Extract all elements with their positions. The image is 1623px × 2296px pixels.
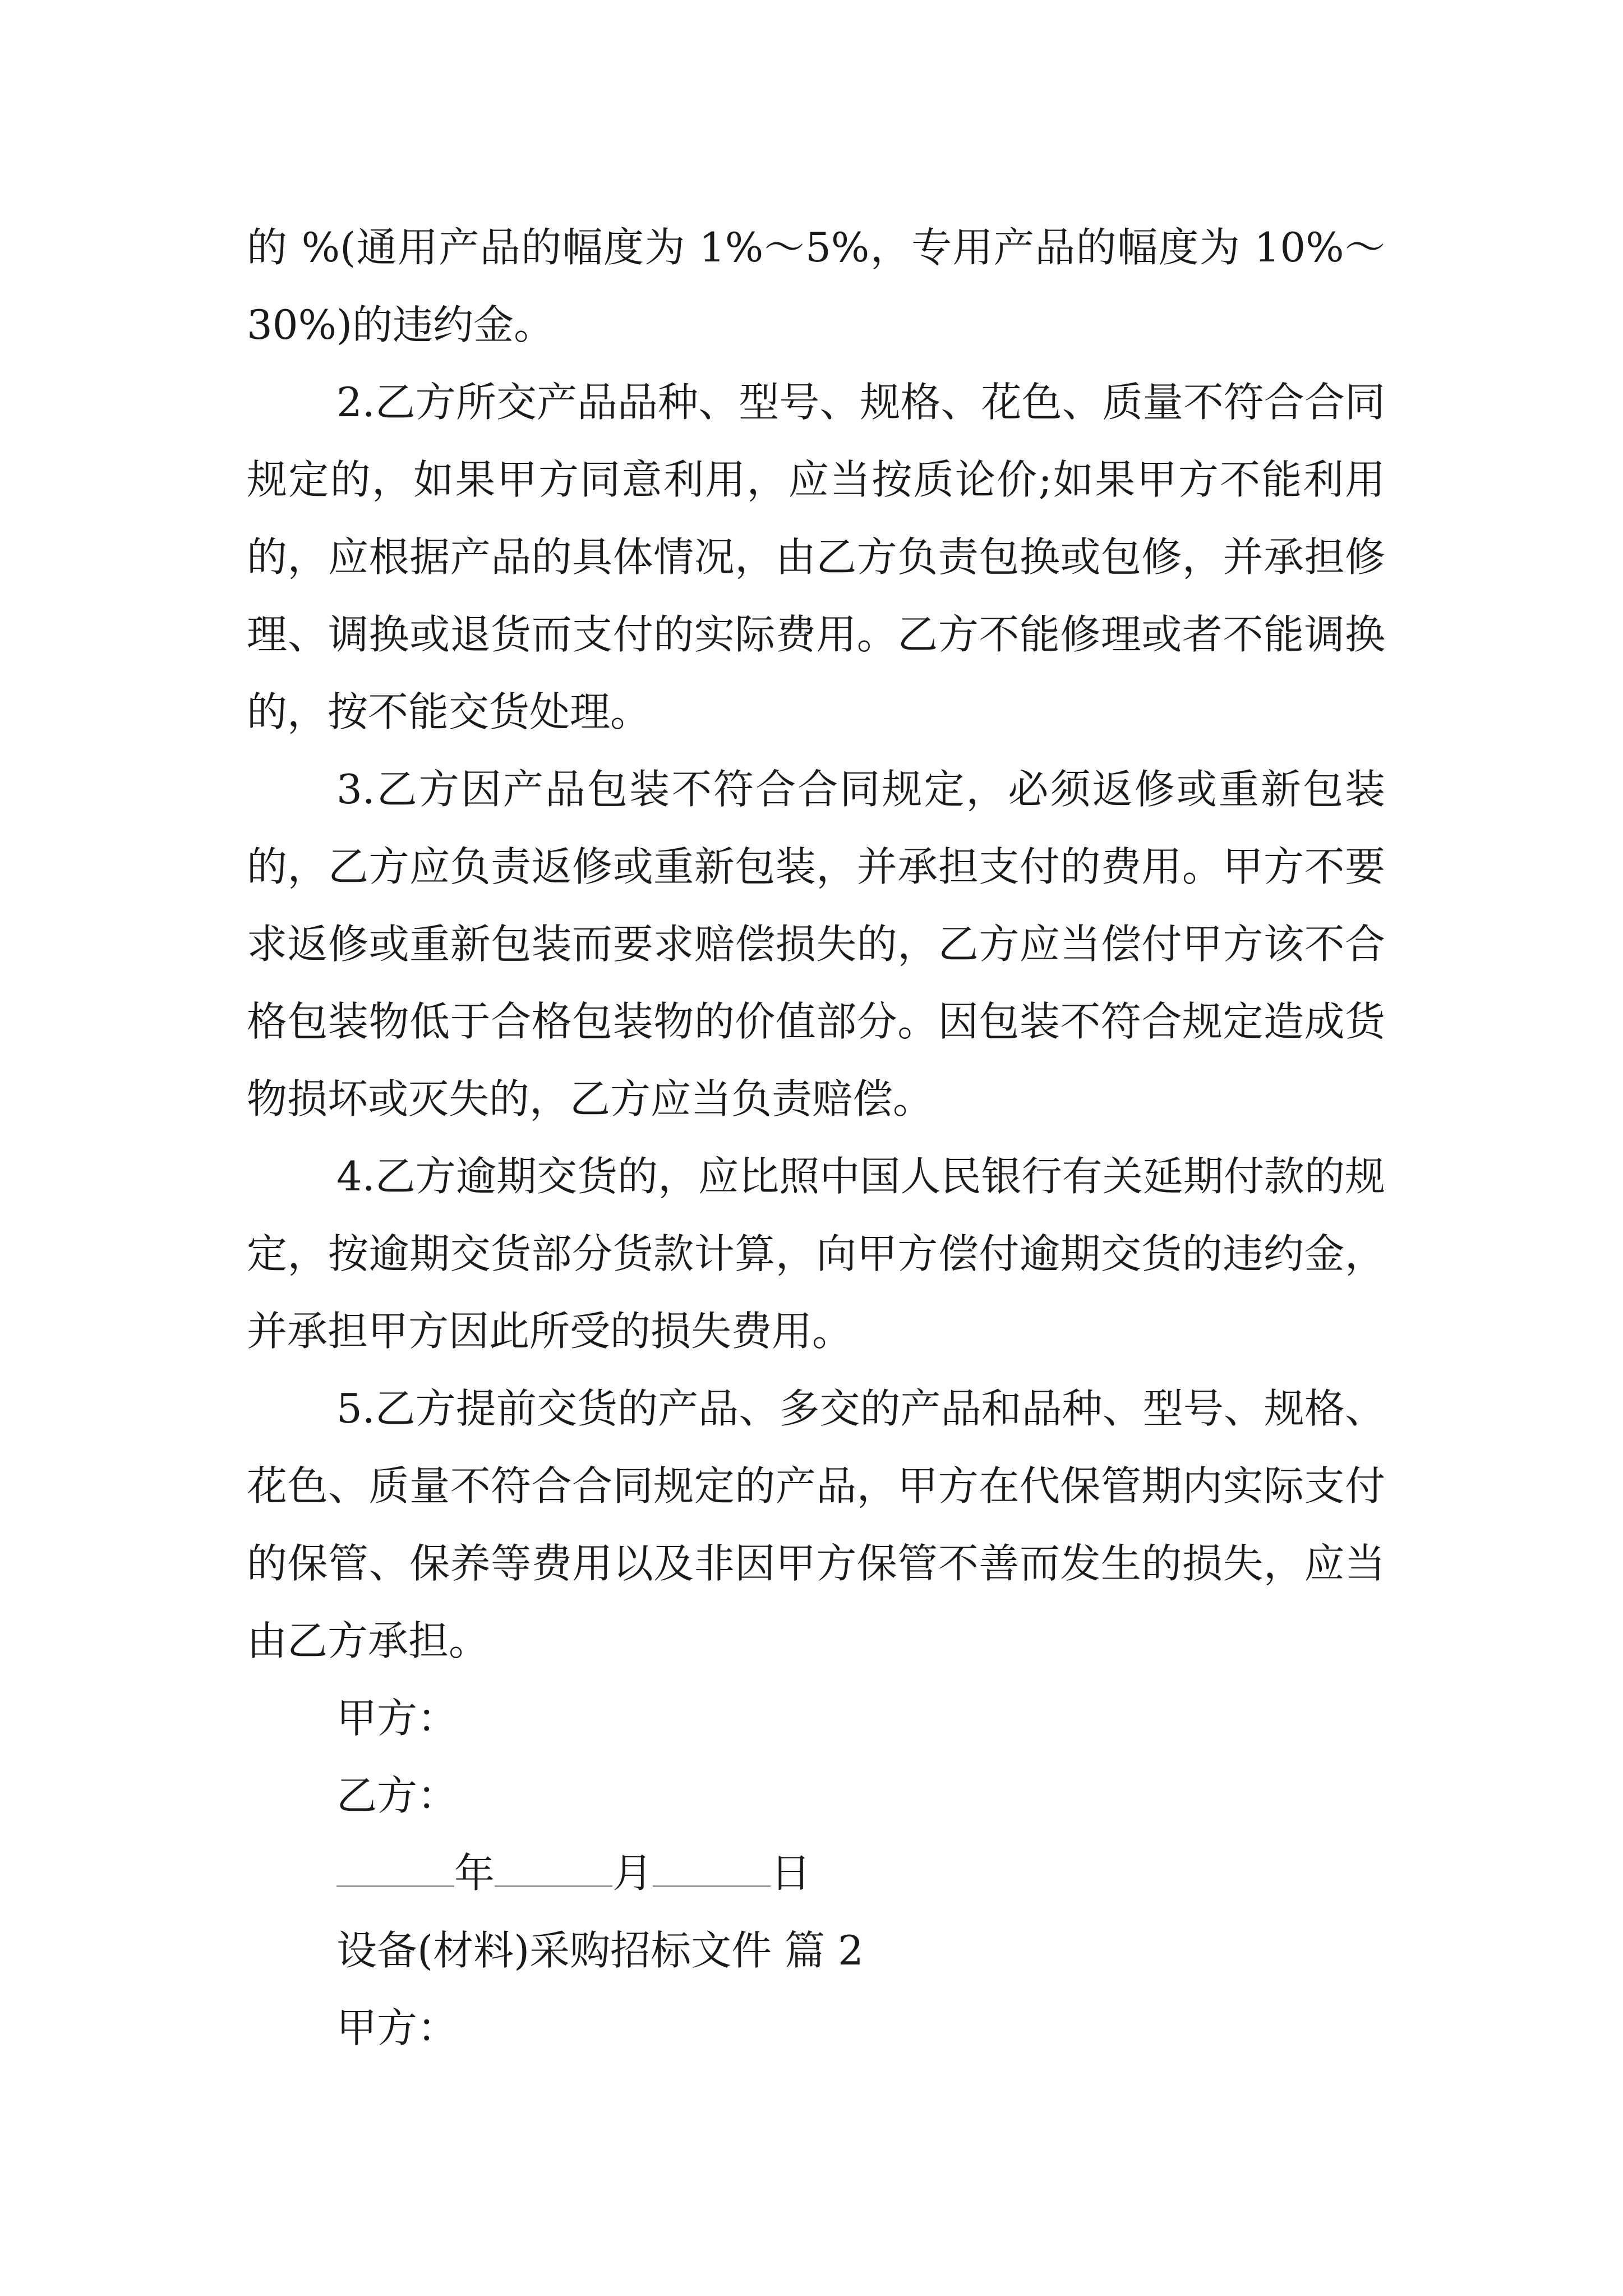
paragraph-clause-3: 3.乙方因产品包装不符合合同规定，必须返修或重新包装的，乙方应负责返修或重新包装，并承担支付的费用。甲方不要求返修或重新包装而要求赔偿损失的，乙方应当偿付甲方该不合格包装物低于合格包装物的价值部分。因包装不符合规定造成货物损坏或灭失的，乙方应当负责赔偿。 [247, 766, 1385, 1122]
paragraph-clause-4: 4.乙方逾期交货的，应比照中国人民银行有关延期付款的规定，按逾期交货部分货款计算，向甲方偿付逾期交货的违约金，并承担甲方因此所受的损失费用。 [247, 1153, 1385, 1355]
day-label: 日 [771, 1849, 811, 1897]
party-a-signature-line [247, 1680, 1385, 1757]
date-line [247, 1834, 1385, 1912]
month-label: 月 [612, 1849, 653, 1897]
section-2-title: 设备(材料)采购招标文件 篇 2 [336, 1927, 864, 1974]
party-b-signature-line [247, 1757, 1385, 1834]
section-2-party-a-label: 甲方： [336, 2004, 458, 2051]
paragraph-clause-2: 2.乙方所交产品品种、型号、规格、花色、质量不符合合同规定的，如果甲方同意利用，应当按质论价;如果甲方不能利用的，应根据产品的具体情况，由乙方负责包换或包修，并承担修理、调换或退货而支付的实际费用。乙方不能修理或者不能调换的，按不能交货处理。 [247, 379, 1385, 735]
day-blank [653, 1846, 771, 1887]
paragraph-continuation: 的 %(通用产品的幅度为 1%～5%，专用产品的幅度为 10%～30%)的违约金。 [247, 224, 1385, 348]
month-blank [495, 1846, 612, 1887]
document-body [247, 209, 1385, 2067]
party-b-label: 乙方： [336, 1772, 458, 1819]
party-a-label: 甲方： [336, 1695, 458, 1742]
paragraph-clause-5: 5.乙方提前交货的产品、多交的产品和品种、型号、规格、花色、质量不符合合同规定的产品，甲方在代保管期内实际支付的保管、保养等费用以及非因甲方保管不善而发生的损失，应当由乙方承担。 [247, 1385, 1385, 1664]
year-blank [336, 1846, 454, 1887]
section-2-heading [247, 1912, 1385, 1989]
section-2-party-a-line [247, 1989, 1385, 2067]
year-label: 年 [454, 1849, 495, 1897]
